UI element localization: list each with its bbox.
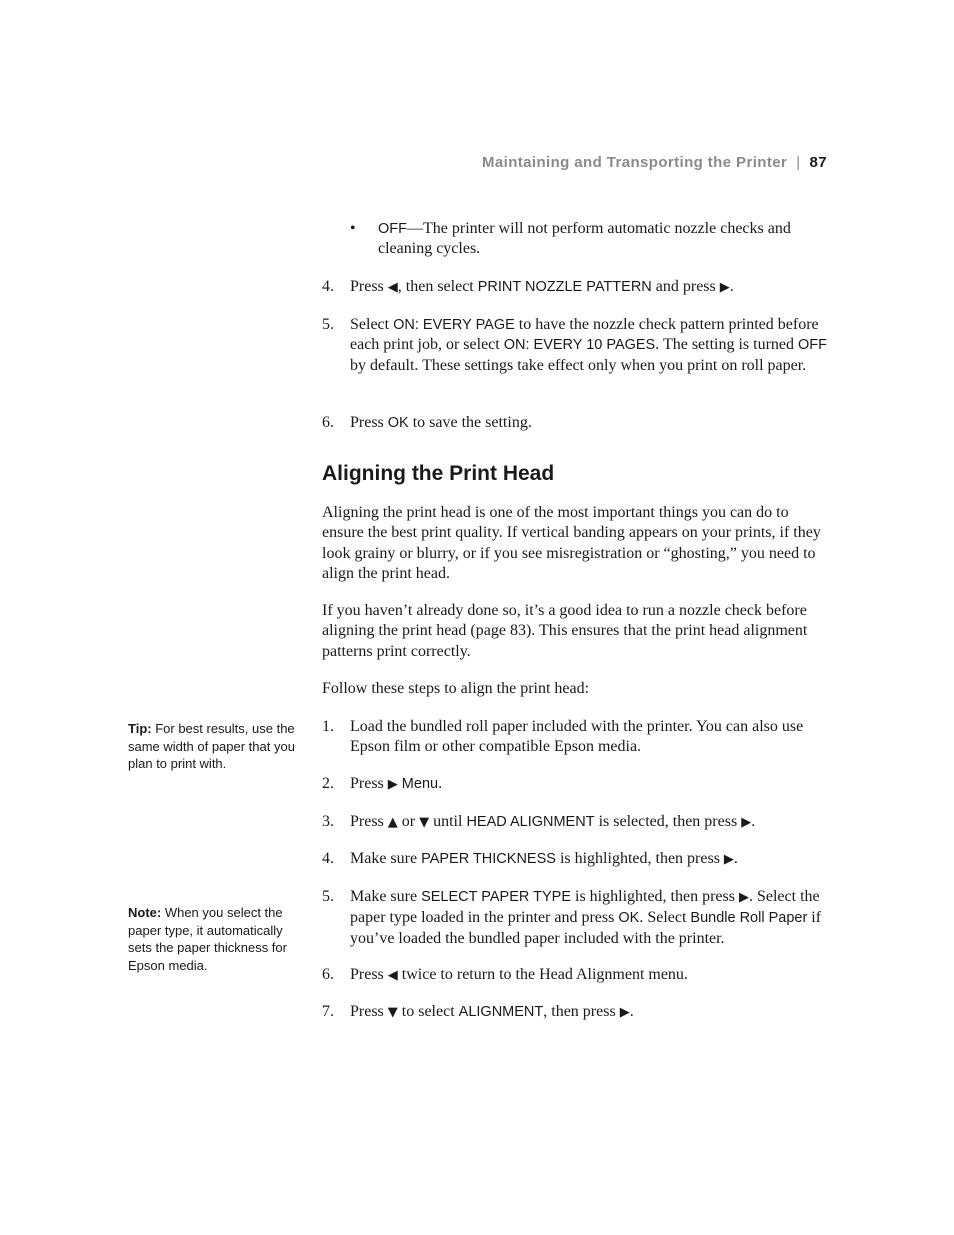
body-paragraph: If you haven’t already done so, it’s a good idea to run a nozzle check before aligning the print head (page 83). This ensures that the print head alignment patterns print correctly. [322, 602, 808, 660]
step-text: Press ◀, then select PRINT NOZZLE PATTERN and press ▶. [350, 278, 734, 295]
side-note-text: When you select the paper type, it automatically sets the paper thickness for Epson media. [128, 905, 287, 973]
up-arrow-icon: ▲ [387, 815, 398, 830]
step-number: 1. [322, 718, 334, 735]
right-arrow-icon: ▶ [723, 852, 734, 867]
body-paragraph: Follow these steps to align the print head: [322, 680, 590, 697]
menu-setting: OFF [798, 337, 828, 354]
step-item [322, 849, 828, 870]
step-item [322, 717, 828, 758]
step-number: 6. [322, 966, 334, 983]
step-number: 6. [322, 414, 334, 431]
step-item [322, 277, 828, 298]
step-text: Load the bundled roll paper included with the printer. You can also use Epson film or other compatible Epson media. [350, 718, 804, 756]
body-paragraph: Aligning the print head is one of the most important things you can do to ensure the best print quality. If vertical banding appears on your prints, if they look grainy or blurry, or if you see misregistration or “ghosting,” you need to align the print head. [322, 504, 821, 583]
side-note-text: For best results, use the same width of paper that you plan to print with. [128, 721, 295, 771]
right-arrow-icon: ▶ [719, 280, 730, 295]
step-text: Press ▲ or ▼ until HEAD ALIGNMENT is selected, then press ▶. [350, 813, 756, 830]
section-heading: Aligning the Print Head [322, 462, 555, 485]
step-number: 5. [322, 316, 334, 333]
left-arrow-icon: ◀ [387, 280, 398, 295]
step-item [322, 887, 828, 949]
menu-setting: ON: EVERY 10 PAGES [503, 337, 656, 354]
bullet-text [378, 219, 820, 260]
step-number: 4. [322, 850, 334, 867]
step-item [322, 1002, 828, 1023]
step-item [322, 774, 828, 795]
step-item [322, 812, 828, 833]
menu-setting: ALIGNMENT [458, 1004, 544, 1020]
right-arrow-icon: ▶ [738, 890, 749, 905]
step-item [322, 315, 828, 376]
bullet-term: OFF [378, 221, 407, 237]
page-number: 87 [809, 154, 827, 171]
menu-setting: PAPER THICKNESS [421, 851, 556, 867]
step-text: Make sure PAPER THICKNESS is highlighted, then press ▶. [350, 850, 738, 867]
bullet-dot: • [350, 220, 356, 237]
menu-setting: OK [618, 910, 640, 927]
step-text: Press ▶ Menu. [350, 775, 443, 792]
step-number: 5. [322, 888, 334, 905]
step-text: Press OK to save the setting. [350, 414, 532, 431]
menu-setting: SELECT PAPER TYPE [421, 889, 571, 905]
step-number: 2. [322, 775, 334, 792]
side-note-note [128, 904, 296, 974]
side-note-tip [128, 720, 296, 773]
side-note-label: Note: [128, 905, 162, 920]
step-number: 4. [322, 278, 334, 295]
menu-setting: Bundle Roll Paper [690, 910, 808, 927]
menu-setting: HEAD ALIGNMENT [466, 814, 595, 830]
bullet-item-off [350, 219, 820, 260]
step-text: Select ON: EVERY PAGE to have the nozzle check pattern printed before each print job, or select ON: EVERY 10 PAGES. The setting is turned OFF by default. These settings take effect only when you print on roll paper. [350, 316, 828, 374]
menu-setting: Menu [397, 776, 439, 792]
menu-setting: OK [387, 415, 409, 431]
bullet-desc: —The printer will not perform automatic nozzle checks and cleaning cycles. [378, 220, 791, 258]
running-header [482, 154, 827, 171]
left-arrow-icon: ◀ [387, 968, 398, 983]
step-number: 3. [322, 813, 334, 830]
step-item [322, 965, 828, 986]
header-title: Maintaining and Transporting the Printer [482, 154, 788, 171]
step-text: Press ◀ twice to return to the Head Alignment menu. [350, 966, 688, 983]
step-text: Press ▼ to select ALIGNMENT, then press ▶. [350, 1003, 634, 1020]
right-arrow-icon: ▶ [741, 815, 752, 830]
step-item [322, 413, 828, 433]
step-text: Make sure SELECT PAPER TYPE is highlighted, then press ▶. Select the paper type loaded in the printer and press OK. Select Bundle Roll Paper if you’ve loaded the bundled paper included with the printer. [350, 888, 822, 947]
menu-setting: PRINT NOZZLE PATTERN [477, 279, 652, 295]
down-arrow-icon: ▼ [419, 815, 430, 830]
header-separator: | [796, 154, 801, 171]
menu-setting: ON: EVERY PAGE [393, 317, 515, 333]
step-number: 7. [322, 1003, 334, 1020]
right-arrow-icon: ▶ [619, 1005, 630, 1020]
down-arrow-icon: ▼ [387, 1005, 398, 1020]
side-note-label: Tip: [128, 721, 152, 736]
right-arrow-icon: ▶ [387, 777, 398, 792]
